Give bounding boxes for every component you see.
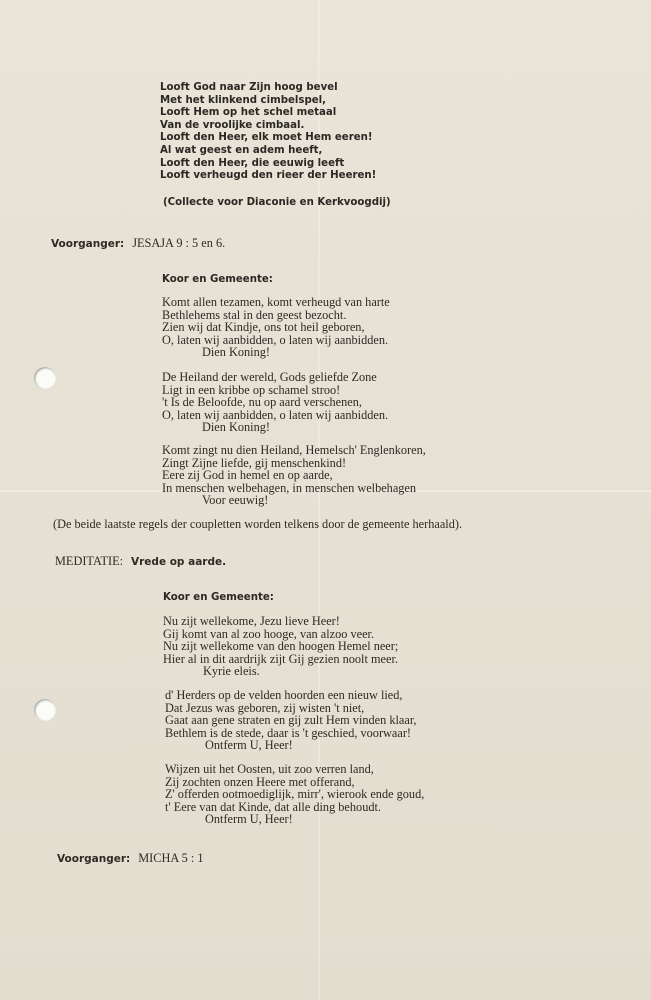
verse-line: In menschen welbehagen, in menschen welbehagen bbox=[162, 480, 417, 495]
reading-text: MICHA 5 : 1 bbox=[138, 851, 204, 865]
verse-line: Eere zij God in hemel en op aarde, bbox=[162, 468, 333, 483]
section-heading: Koor en Gemeente: bbox=[163, 592, 274, 603]
stanza bbox=[163, 615, 398, 678]
refrain: Dien Koning! bbox=[202, 420, 270, 435]
meditatie-label: MEDITATIE: bbox=[55, 554, 123, 568]
verse-line: O, laten wij aanbidden, o laten wij aanbidden. bbox=[162, 332, 389, 347]
verse-line: Looft verheugd den rieer der Heeren! bbox=[160, 170, 377, 182]
verse-line: Bethlehems stal in den geest bezocht. bbox=[162, 307, 347, 322]
verse-line: d' Herders op de velden hoorden een nieuw lied, bbox=[165, 688, 403, 702]
verse-line: Gaat aan gene straten en gij zult Hem vinden klaar, bbox=[165, 713, 417, 728]
reading-label: Voorganger: bbox=[57, 853, 131, 865]
reading-micha bbox=[57, 852, 204, 866]
stanza bbox=[162, 296, 390, 359]
verse-line: Ligt in een kribbe op schamel stroo! bbox=[162, 382, 341, 397]
meditatie-title: Vrede op aarde. bbox=[131, 556, 227, 568]
reading-text: JESAJA 9 : 5 en 6. bbox=[132, 236, 226, 250]
verse-line: t' Eere van dat Kinde, dat alle ding behoudt. bbox=[165, 799, 381, 814]
verse-line: 't Is de Beloofde, nu op aard verschenen, bbox=[162, 395, 362, 410]
refrain: Voor eeuwig! bbox=[202, 493, 269, 508]
meditatie bbox=[55, 555, 226, 569]
verse-line: Al wat geest en adem heeft, bbox=[160, 144, 323, 156]
verse-line: Van de vroolijke cimbaal. bbox=[160, 119, 305, 131]
reading-label: Voorganger: bbox=[51, 238, 125, 250]
verse-line: Zingt Zijne liefde, gij menschenkind! bbox=[162, 455, 347, 470]
punch-hole bbox=[34, 699, 56, 721]
stanza bbox=[162, 371, 388, 434]
refrain: Ontferm U, Heer! bbox=[205, 812, 293, 827]
section-heading: Koor en Gemeente: bbox=[162, 274, 273, 285]
verse-line: Nu zijt wellekome, Jezu lieve Heer! bbox=[163, 614, 340, 628]
verse-line: Looft den Heer, die eeuwig leeft bbox=[160, 157, 345, 169]
psalm-verse bbox=[160, 82, 376, 183]
verse-line: Looft Hem op het schel metaal bbox=[160, 107, 337, 119]
refrain: Dien Koning! bbox=[202, 345, 270, 360]
verse-line: Gij komt van al zoo hooge, van alzoo veer. bbox=[163, 626, 375, 641]
verse-line: Zien wij dat Kindje, ons tot heil geboren, bbox=[162, 320, 365, 335]
verse-line: O, laten wij aanbidden, o laten wij aanbidden. bbox=[162, 407, 389, 422]
refrain: Kyrie eleis. bbox=[203, 664, 260, 679]
verse-line: De Heiland der wereld, Gods geliefde Zone bbox=[162, 370, 377, 384]
verse-line: Met het klinkend cimbelspel, bbox=[160, 94, 327, 106]
verse-line: Zij zochten onzen Heere met offerand, bbox=[165, 774, 355, 789]
verse-line: Looft den Heer, elk moet Hem eeren! bbox=[160, 132, 373, 144]
verse-line: Hier al in dit aardrijk zijt Gij gezien noolt meer. bbox=[163, 651, 398, 666]
verse-line: Looft God naar Zijn hoog bevel bbox=[160, 82, 338, 93]
verse-line: Wijzen uit het Oosten, uit zoo verren land, bbox=[165, 762, 374, 776]
refrain: Ontferm U, Heer! bbox=[205, 738, 293, 753]
verse-line: Nu zijt wellekome van den hoogen Hemel neer; bbox=[163, 639, 399, 654]
stanza bbox=[165, 689, 417, 752]
verse-line: Komt allen tezamen, komt verheugd van harte bbox=[162, 295, 390, 309]
verse-line: Z' offerden ootmoediglijk, mirr', wierook ende goud, bbox=[165, 787, 425, 802]
punch-hole bbox=[34, 367, 56, 389]
reading-jesaja bbox=[51, 237, 225, 251]
stanza bbox=[162, 444, 426, 507]
stanza bbox=[165, 763, 424, 826]
verse-line: Komt zingt nu dien Heiland, Hemelsch' Englenkoren, bbox=[162, 443, 426, 457]
verse-line: Bethlem is de stede, daar is 't geschied, voorwaar! bbox=[165, 725, 412, 740]
repeat-note: (De beide laatste regels der coupletten worden telkens door de gemeente herhaald). bbox=[53, 517, 463, 531]
collecte-note: (Collecte voor Diaconie en Kerkvoogdij) bbox=[163, 197, 391, 208]
verse-line: Dat Jezus was geboren, zij wisten 't niet, bbox=[165, 700, 365, 715]
